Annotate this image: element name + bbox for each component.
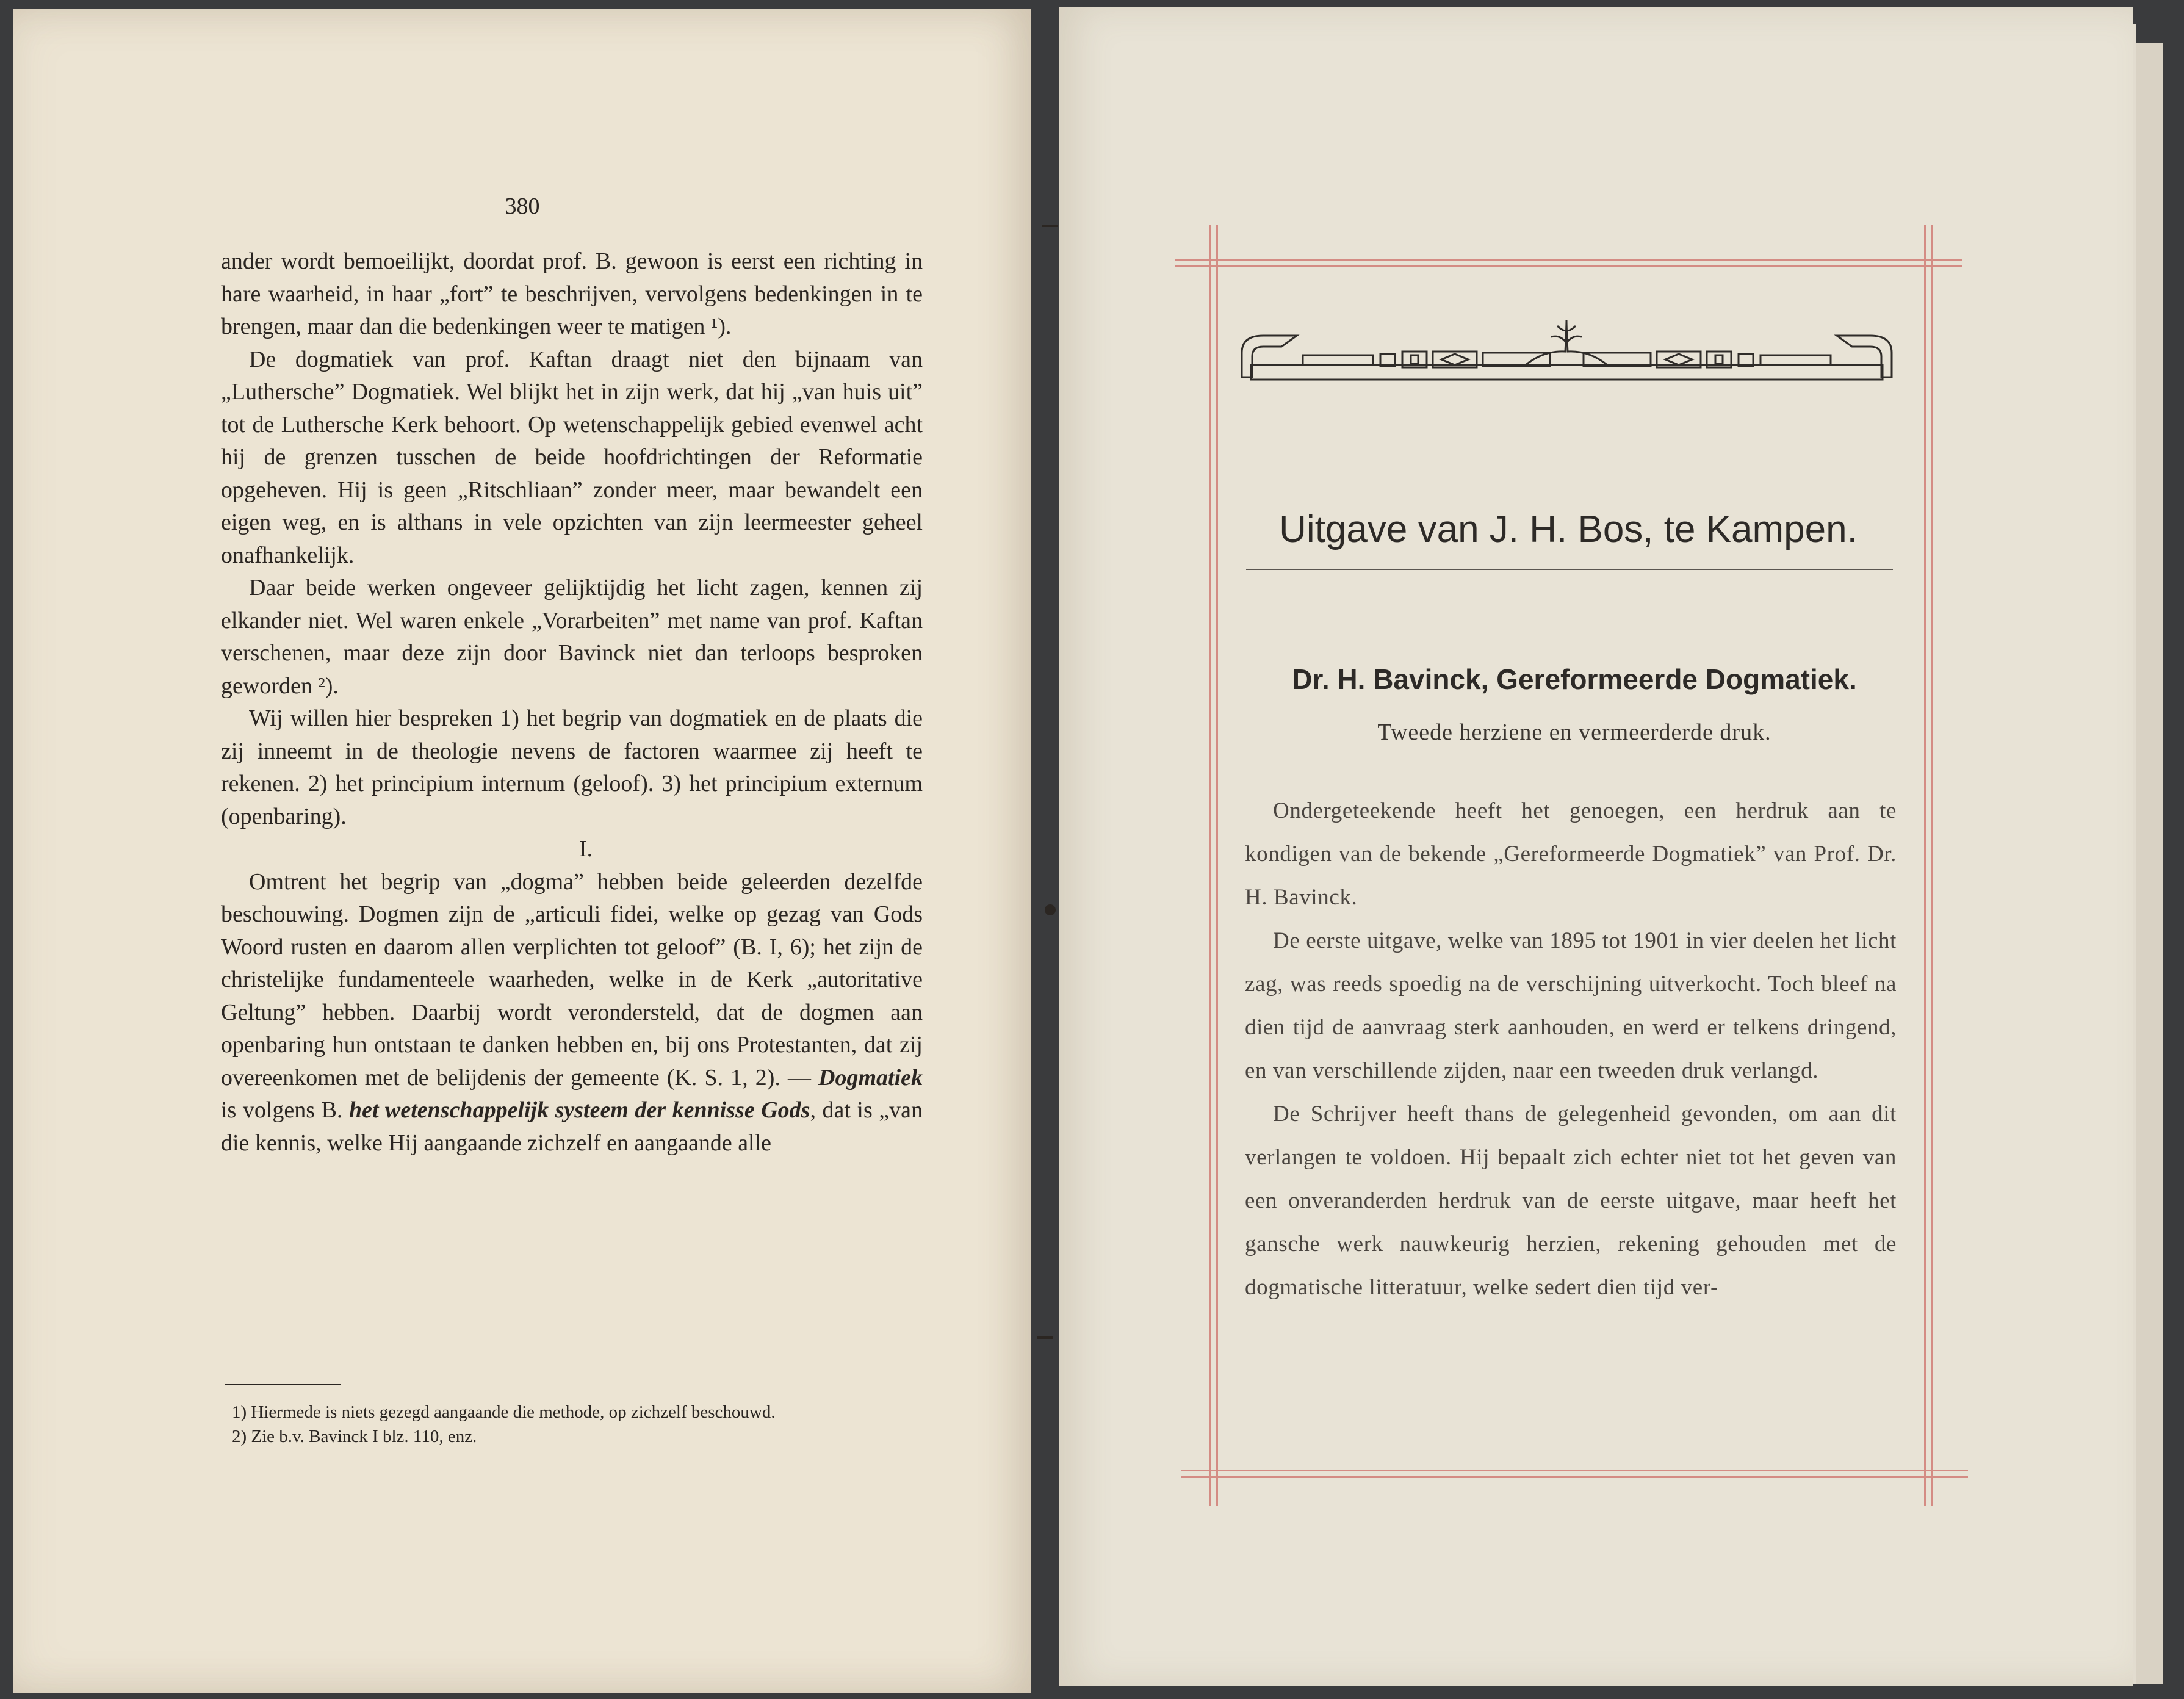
paragraph: De eerste uitgave, welke van 1895 tot 1901 in vier deelen het licht zag, was reeds spoedig na de verschijning uitverkocht. Toch bleef na dien tijd de aanvraag sterk aanhouden, en werd er telkens dringend, en van verschillende zijden, naar een tweeden druk verlangd. — [1245, 928, 1897, 1083]
page-number: 380 — [505, 193, 540, 219]
text-run: Omtrent het begrip van „dogma” hebben beide geleerden dezelfde beschouwing. Dogmen zijn de „articuli fidei, welke op gezag van Gods Woord rusten en daarom allen verplichten tot geloof” (B. I, 6); het zijn de christelijke fundamenteele waarheden, welke in de Kerk „autoritative Geltung” hebben. Daarbij wordt verondersteld, dat de dogmen aan openbaring hun ontstaan te danken hebben en, bij ons Protestanten, dat zij overeenkomen met de belijdenis der gemeente (K. S. 1, 2). — — [221, 868, 923, 1091]
section-heading: I. — [578, 836, 593, 862]
text-run: , dat is „van die kennis, welke Hij aangaande zichzelf en aangaande alle — [221, 1097, 923, 1156]
text-run: is volgens B. — [221, 1097, 349, 1123]
ornament-icon — [1239, 316, 1895, 383]
emphasis: het wetenschappelijk systeem der kennisse Gods — [348, 1097, 810, 1123]
left-page-body — [221, 245, 923, 1160]
paragraph: De Schrijver heeft thans de gelegenheid gevonden, om aan dit verlangen te voldoen. Hij bepaalt zich echter niet tot het geven van een onveranderden herdruk van de eerste uitgave, maar heeft het gansche werk nauwkeurig herzien, rekening gehouden met de dogmatische litteratuur, welke sedert dien tijd ver- — [1245, 1102, 1897, 1300]
footnotes — [232, 1400, 934, 1449]
margin-mark — [1042, 225, 1058, 227]
footnote-rule — [225, 1384, 341, 1385]
margin-mark — [1037, 1336, 1053, 1339]
edition-line: Tweede herziene en vermeerderde druk. — [1377, 720, 1771, 745]
paragraph: Ondergeteekende heeft het genoegen, een herdruk aan te kondigen van de bekende „Gereformeerde Dogmatiek” van Prof. Dr. H. Bavinck. — [1245, 798, 1897, 910]
footnote: 2) Zie b.v. Bavinck I blz. 110, enz. — [232, 1427, 477, 1446]
book-title: Dr. H. Bavinck, Gereformeerde Dogmatiek. — [1292, 663, 1857, 695]
publisher-heading: Uitgave van J. H. Bos, te Kampen. — [1279, 508, 1858, 550]
paragraph: Wij willen hier bespreken 1) het begrip van dogmatiek en de plaats die zij inneemt in de theologie nevens de factoren waarmee zij heeft te rekenen. 2) het principium internum (geloof). 3) het principium externum (openbaring). — [221, 705, 923, 829]
announcement-text — [1245, 789, 1897, 1309]
paragraph — [221, 866, 923, 1160]
margin-mark — [1045, 904, 1056, 915]
paragraph: ander wordt bemoeilijkt, doordat prof. B. gewoon is eerst een richting in hare waarheid, in haar „fort” te beschrijven, vervolgens bedenkingen in te brengen, maar dan die bedenkingen weer te matigen ¹). — [221, 248, 923, 339]
paragraph: Daar beide werken ongeveer gelijktijdig het licht zagen, kennen zij elkander niet. Wel waren enkele „Vorarbeiten” met name van prof. Kaftan verschenen, maar deze zijn door Bavinck niet dan terloops besproken geworden ²). — [221, 575, 923, 699]
paragraph: De dogmatiek van prof. Kaftan draagt niet den bijnaam van „Luthersche” Dogmatiek. Wel blijkt het in zijn werk, dat hij „van huis uit” tot de Luthersche Kerk behoort. Op wetenschappelijk gebied evenwel acht hij de grenzen tusschen de beide hoofdrichtingen der Reformatie opgeheven. Hij is geen „Ritschliaan” zonder meer, maar bewandelt een eigen weg, en is althans in vele opzichten van zijn leermeester geheel onafhankelijk. — [221, 346, 923, 568]
heading-rule — [1246, 569, 1893, 570]
emphasis: Dogmatiek — [818, 1064, 923, 1091]
footnote: 1) Hiermede is niets gezegd aangaande die methode, op zichzelf beschouwd. — [232, 1402, 776, 1422]
